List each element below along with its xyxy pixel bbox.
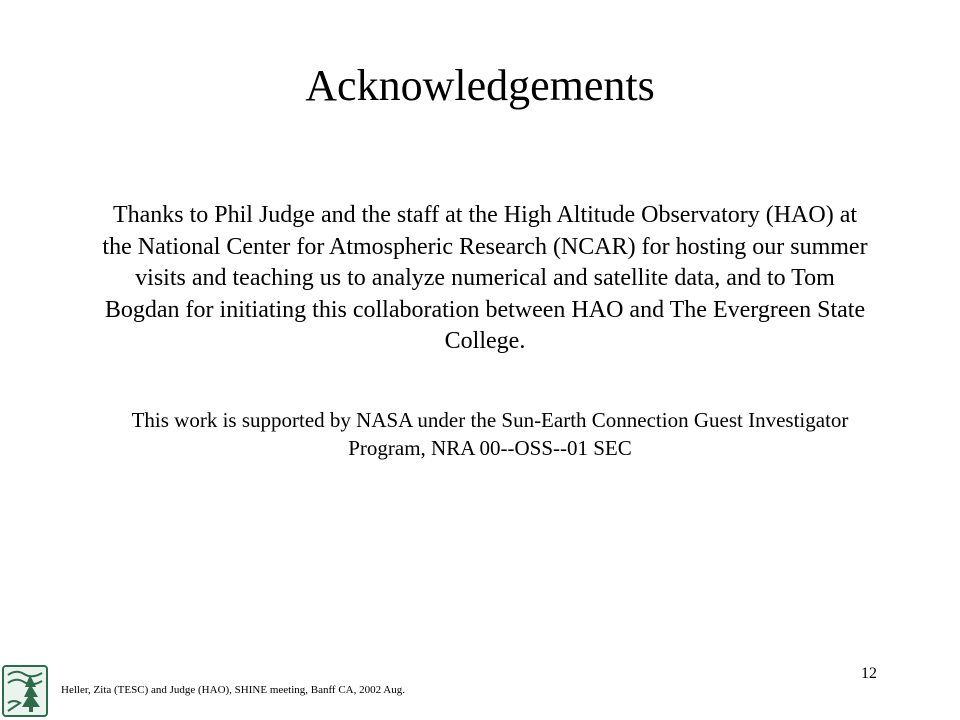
slide-title: Acknowledgements xyxy=(305,61,655,110)
acknowledgement-paragraph: Thanks to Phil Judge and the staff at the High Altitude Observatory (HAO) at the National Center for Atmospheric Research (NCAR) for hosting our summer visits and teaching us to analyze numerical and satellite data, and to Tom Bogdan for initiating this collaboration between HAO and The Evergreen State College. xyxy=(102,202,868,354)
evergreen-tree-logo-icon xyxy=(2,665,48,717)
funding-support-paragraph: This work is supported by NASA under the Sun-Earth Connection Guest Investigator Program, NRA 00--OSS--01 SEC xyxy=(131,408,849,460)
footer-citation: Heller, Zita (TESC) and Judge (HAO), SHINE meeting, Banff CA, 2002 Aug. xyxy=(61,684,405,696)
page-number: 12 xyxy=(861,665,877,682)
